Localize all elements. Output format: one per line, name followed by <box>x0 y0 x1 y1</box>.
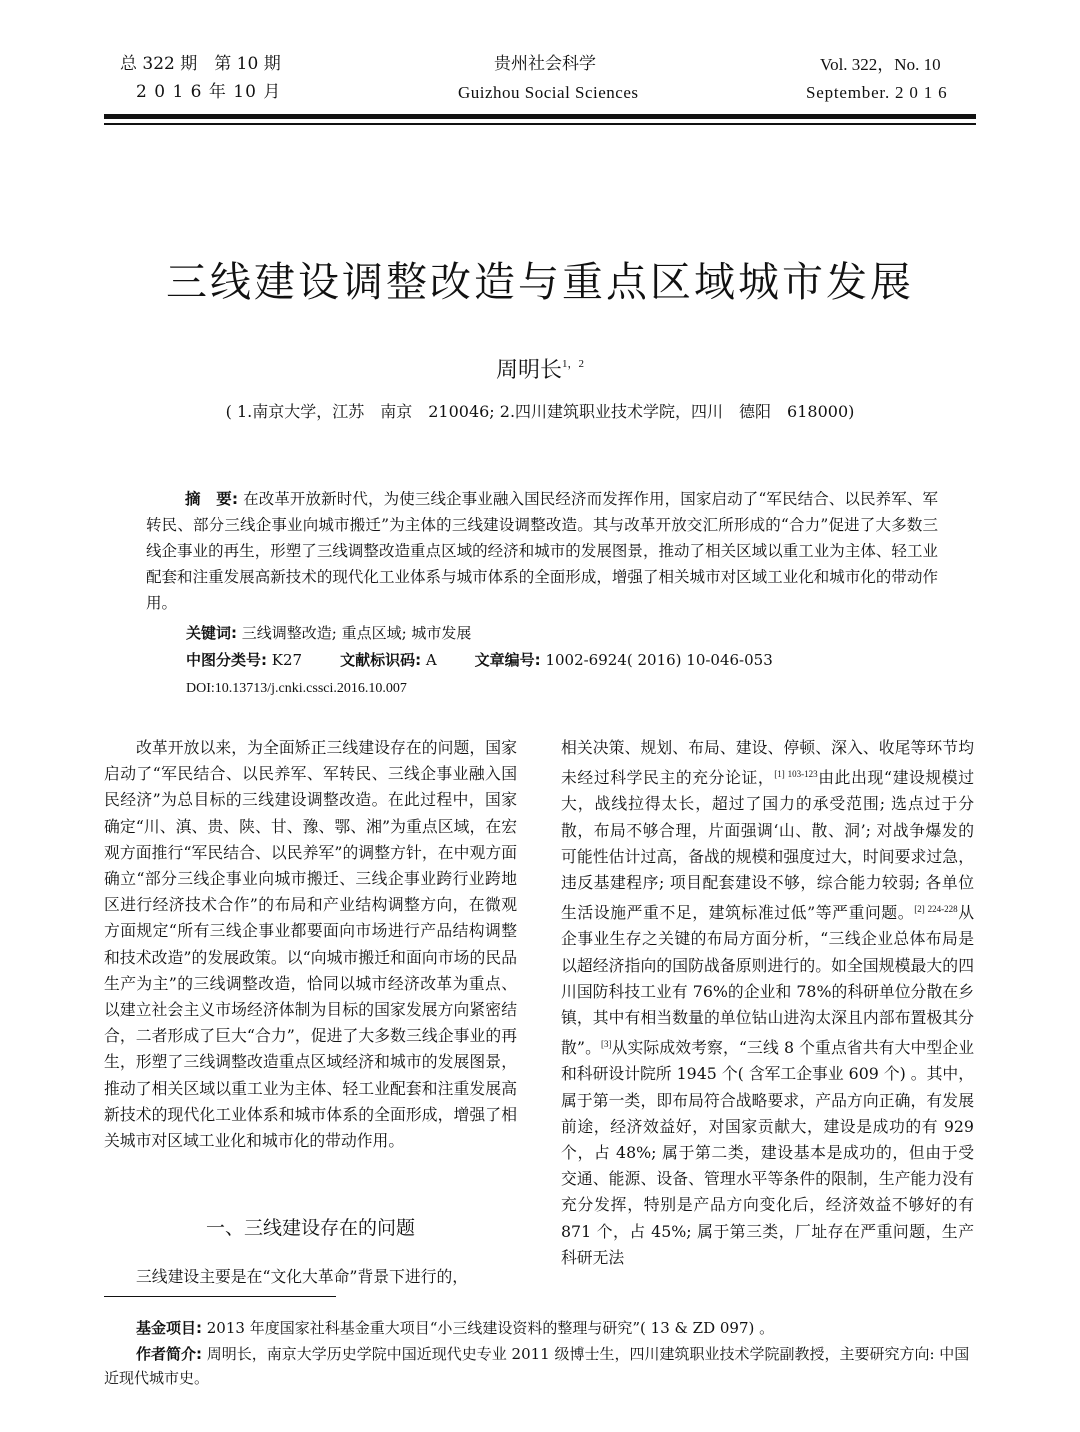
bio-label: 作者简介: <box>136 1345 202 1363</box>
fund-text: 2013 年度国家社科基金重大项目“小三线建设资料的整理与研究”( 13 & ZD 097) 。 <box>202 1319 775 1337</box>
header-rule-thin <box>104 123 976 125</box>
doi: DOI:10.13713/j.cnki.cssci.2016.10.007 <box>186 681 407 696</box>
right-text-3: 从企事业生存之关键的布局方面分析，“三线企业总体布局是以超经济指向的国防战备原则进行的。如全国规模最大的四川国防科技工业有 76%的企业和 78%的科研单位分散在乡镇，其中有相当数量的单位钻山进沟太深且内部布置极其分散”。 <box>561 903 974 1058</box>
footnote-bio <box>104 1342 976 1390</box>
abstract <box>146 486 938 616</box>
article-number-label: 文章编号: <box>474 651 541 669</box>
keywords-label: 关键词: <box>186 624 237 642</box>
author-affiliation-marks: 1，2 <box>562 358 584 370</box>
right-text-4: 从实际成效考察，“三线 8 个重点省共有大中型企业和科研设计院所 1945 个( 含军工企事业 609 个) 。其中，属于第一类，即布局符合战略要求，产品方向正确，有发展前途，经济效益好，对国家贡献大，建设是成功的有 929 个，占 48%; 属于第二类，建设基本是成功的，但由于受交通、能源、设备、管理水平等条件的限制，生产能力没有充分发挥，特别是产品方向变化后，经济效益不够好的有 871 个，占 45%; 属于第三类，厂址存在严重问题，生产科研无法 <box>561 1038 975 1267</box>
body-paragraph-2: 三线建设主要是在“文化大革命”背景下进行的， <box>136 1267 469 1286</box>
journal-name-cn: 贵州社会科学 <box>494 54 596 74</box>
citation-3: [3] <box>601 1039 612 1050</box>
author-line <box>0 359 1080 382</box>
journal-name-en: Guizhou Social Sciences <box>458 83 639 102</box>
header-rule-thick <box>104 114 976 119</box>
classification-line <box>186 653 773 668</box>
clc-value: K27 <box>267 651 303 669</box>
abstract-label: 摘 要: <box>185 490 239 508</box>
right-text-2: 由此出现“建设规模过大，战线拉得太长，超过了国力的承受范围; 选点过于分散，布局不够合理，片面强调‘山、散、洞’; 对战争爆发的可能性估计过高，备战的规模和强度过大，时间要求过急，违反基建程序; 项目配套建设不够，综合能力较弱; 各单位生活设施严重不足，建筑标准过低”等严重问题。 <box>561 768 974 923</box>
footnote-fund <box>104 1316 976 1340</box>
journal-date: 2 0 1 6 年 10 月 <box>136 82 282 102</box>
right-text-1: 相关决策、规划、布局、建设、停顿、深入、收尾等环节均未经过科学民主的充分论证， <box>561 738 974 788</box>
article-number-value: 1002-6924( 2016) 10-046-053 <box>540 651 773 669</box>
journal-volume: Vol. 322，No. 10 <box>820 55 941 74</box>
fund-label: 基金项目: <box>136 1319 202 1337</box>
article-title: 三线建设调整改造与重点区域城市发展 <box>166 258 914 306</box>
journal-month: September. 2 0 1 6 <box>806 83 948 102</box>
bio-text: 周明长，南京大学历史学院中国近现代史专业 2011 级博士生，四川建筑职业技术学院副教授，主要研究方向: 中国近现代城市史。 <box>104 1345 970 1387</box>
author-affiliation: ( 1.南京大学，江苏 南京 210046; 2.四川建筑职业技术学院，四川 德阳 618000) <box>225 402 855 421</box>
keywords <box>186 626 471 641</box>
journal-issue: 总 322 期 第 10 期 <box>120 54 281 74</box>
doc-code-label: 文献标识码: <box>340 651 422 669</box>
citation-1: [1] 103-123 <box>774 769 818 780</box>
section-heading: 一、三线建设存在的问题 <box>205 1217 415 1239</box>
doc-code-value: A <box>421 651 437 669</box>
body-paragraph-right <box>561 735 974 1271</box>
abstract-text: 在改革开放新时代，为使三线企事业融入国民经济而发挥作用，国家启动了“军民结合、以民养军、军转民、部分三线企事业向城市搬迁”为主体的三线建设调整改造。其与改革开放交汇所形成的“合力”促进了大多数三线企事业的再生，形塑了三线调整改造重点区域的经济和城市的发展图景，推动了相关区域以重工业为主体、轻工业配套和注重发展高新技术的现代化工业体系与城市体系的全面形成，增强了相关城市对区域工业化和城市化的带动作用。 <box>146 490 938 612</box>
keywords-text: 三线调整改造; 重点区域; 城市发展 <box>237 624 472 642</box>
citation-2: [2] 224-228 <box>914 904 958 915</box>
body-paragraph-1: 改革开放以来，为全面矫正三线建设存在的问题，国家启动了“军民结合、以民养军、军转民、三线企事业融入国民经济”为总目标的三线建设调整改造。在此过程中，国家确定“川、滇、贵、陕、甘、豫、鄂、湘”为重点区域，在宏观方面推行“军民结合、以民养军”的调整方针，在中观方面确立“部分三线企事业向城市搬迁、三线企事业跨行业跨地区进行经济技术合作”的布局和产业结构调整方向，在微观方面规定“所有三线企事业都要面向市场进行产品结构调整和技术改造”的发展政策。以“向城市搬迁和面向市场的民品生产为主”的三线调整改造，恰同以城市经济改革为重点、以建立社会主义市场经济体制为目标的国家发展方向紧密结合，二者形成了巨大“合力”，促进了大多数三线企事业的再生，形塑了三线调整改造重点区域经济和城市的发展图景，推动了相关区域以重工业为主体、轻工业配套和注重发展高新技术的现代化工业体系和城市体系的全面形成，增强了相关城市对区域工业化和城市化的带动作用。 <box>104 738 517 1151</box>
footnote-rule <box>104 1296 336 1297</box>
clc-label: 中图分类号: <box>186 651 267 669</box>
author-name: 周明长 <box>495 358 562 383</box>
